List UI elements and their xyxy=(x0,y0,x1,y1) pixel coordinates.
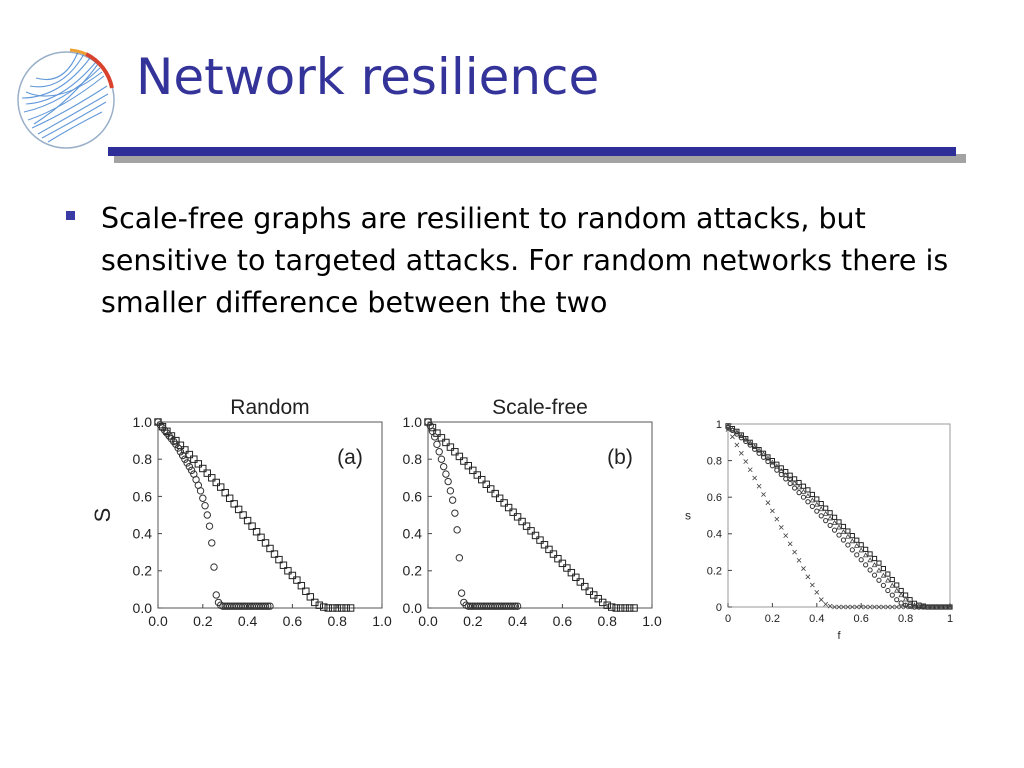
x-tick-label: 0.6 xyxy=(853,613,869,625)
y-tick-label: 0.0 xyxy=(402,599,422,616)
square-bullet-icon xyxy=(66,211,75,220)
x-tick-label: 0.2 xyxy=(193,613,213,629)
chart-random-panel xyxy=(92,385,404,639)
chart-scale-free xyxy=(384,385,674,635)
y-tick-label: 0.8 xyxy=(402,451,422,468)
slide-title: Network resilience xyxy=(136,48,600,106)
y-tick-label: 0.6 xyxy=(402,488,422,505)
y-tick-label: 0 xyxy=(715,601,722,614)
x-axis-label: f xyxy=(837,630,841,642)
y-tick-label: 0.6 xyxy=(132,488,152,505)
x-tick-label: 0.2 xyxy=(463,613,483,629)
title-rule xyxy=(108,147,956,156)
x-tick-label: 0.8 xyxy=(897,613,914,625)
panel-label: (b) xyxy=(607,446,633,469)
bullet-text: Scale-free graphs are resilient to random attacks, but sensitive to targeted attacks. For random networks there is smaller difference between the two xyxy=(101,202,949,319)
y-tick-label: 1.0 xyxy=(402,413,422,430)
chart-scale-free-panel xyxy=(384,385,674,639)
chart-title: Random xyxy=(230,396,310,419)
x-tick-label: 0.6 xyxy=(282,613,303,629)
x-tick-label: 0.8 xyxy=(597,613,617,629)
logo-graphic xyxy=(12,42,120,154)
x-tick-label: 0.0 xyxy=(148,613,168,629)
chart-comparison xyxy=(676,408,966,648)
y-tick-label: 0.2 xyxy=(132,562,152,579)
y-tick-label: 0.4 xyxy=(402,525,422,542)
chart-random xyxy=(92,385,404,635)
x-tick-label: 1.0 xyxy=(372,613,392,629)
x-tick-label: 0.8 xyxy=(327,613,347,629)
x-tick-label: 1.0 xyxy=(642,613,662,629)
y-tick-label: 0.8 xyxy=(132,451,152,468)
x-tick-label: 0.6 xyxy=(552,613,573,629)
y-tick-label: 0.2 xyxy=(402,562,422,579)
x-tick-label: 1 xyxy=(946,613,954,625)
panel-label: (a) xyxy=(337,446,363,469)
network-circle-logo xyxy=(12,42,120,154)
y-axis-label: S xyxy=(92,507,115,523)
y-tick-label: 0.0 xyxy=(132,599,152,616)
y-tick-label: 1 xyxy=(715,418,722,431)
y-tick-label: 1.0 xyxy=(132,413,152,430)
y-tick-label: 0.4 xyxy=(706,528,722,541)
x-tick-label: 0.2 xyxy=(764,613,781,625)
x-tick-label: 0.4 xyxy=(237,613,258,629)
y-tick-label: 0.4 xyxy=(132,525,152,542)
y-tick-label: 0.2 xyxy=(706,565,722,578)
chart-title: Scale-free xyxy=(492,396,588,419)
y-axis-label: s xyxy=(685,508,691,523)
chart-comparison-panel xyxy=(676,408,966,652)
x-tick-label: 0 xyxy=(724,613,732,625)
y-tick-label: 0.8 xyxy=(706,455,722,468)
x-tick-label: 0.0 xyxy=(418,613,438,629)
y-tick-label: 0.6 xyxy=(706,492,722,505)
x-tick-label: 0.4 xyxy=(809,613,825,625)
x-tick-label: 0.4 xyxy=(507,613,528,629)
